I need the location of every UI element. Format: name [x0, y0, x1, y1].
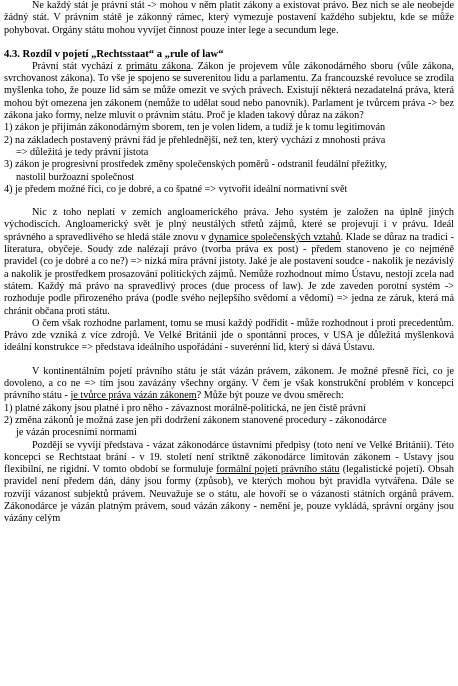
list-item	[4, 135, 454, 160]
list-item-text: 4) je předem možné říci, co je dobré, a co špatné => vytvořit ideální normativní svět	[4, 183, 348, 195]
text-run: . Klade se důraz na tradici - literatura, obyčeje. Soudy zde nalézají právo (tvorba práva ex post) - předem stanoveno je co nejméně pravidel (co je dobré a co ne?) => nízká míra právní jistoty. Jaké je ale postavení soudce - nakolik je nezávislý a nakolik je prostředkem prosazování politických zájmů. Nemůže rozhodnout mimo Ústavu, nestojí zcela nad státem. Každý má právo na spravedlivý proces (due process of law). Je zde zaveden porotní systém -> rozhoduje podle přirozeného práva (podle svého nejlepšího svědomí a vědomí) => jedna ze záruk, která má chránit občana proti státu.	[4, 231, 455, 317]
text-run: Právní stát vychází z	[32, 60, 126, 72]
section-heading: 4.3. Rozdíl v pojetí „Rechtsstaat“ a „rule of law“	[4, 48, 224, 60]
reasons-list	[4, 122, 454, 196]
intro-paragraph: Ne každý stát je právní stát -> mohou v něm platit zákony a existovat právo. Bez nich se ale neobejde žádný stát. V právním státě je zákonný rámec, který vymezuje postavení každého subjektu, kde se může pohybovat. Orgány státu mohou vyvíjet činnost pouze inter lege a secundum lege.	[4, 0, 454, 36]
list-item-text: 1) platné zákony jsou platné i pro něho - závaznost morálně-politická, ne jen čistě právní	[4, 402, 366, 414]
paragraph-formalni-pojeti	[4, 440, 454, 526]
text-run: . Zákon je projevem vůle zákonodárného sboru (vůle zákona, svrchovanost zákona). To vše je spojeno se suverenitou lidu a parlamentu. Za francouzské revoluce se zrodila myšlenka toho, že pouze lid sám se může omezit ve svých právech. Existují některá nezadatelná práva, která mohou být omezena jen zákonem (nemůže to udělat soud nebo panovník). Parlament je tvůrcem práva -> bez zákona jako formy, nelze mluvit o právním státu. Proč je kladen takový důraz na zákon?	[4, 60, 454, 122]
list-item	[4, 159, 454, 184]
underlined-term: primátu zákona	[125, 60, 191, 72]
spacer	[4, 196, 454, 207]
text-run: V kontinentálním pojetí právního státu je stát vázán právem, zákonem. Je možné přesně říci, co je dovoleno, a co ne => tím jsou zavázány všechny orgány. V čem je však konstrukční problém v koncepci právního státu -	[4, 365, 454, 402]
list-item-continuation: => důležitá je tedy právní jistota	[16, 146, 149, 158]
text-run: ? Může být pouze ve dvou směrech:	[196, 390, 344, 402]
text-run: Nic z toho neplatí v zemích angloamerického práva. Jeho systém je založen na úplně jiných východiscích. Angloamerický svět je plný neustálých střetů zájmů, které se projevují i v právu. Ideál správného a spravedlivého se hledá stále znovu v	[4, 207, 454, 243]
text-run: Později se vyvíjí představa - vázat zákonodárce ústavními předpisy (toto není ve Velké Británii). Této koncepci se Rechtstaat brání - v 19. století není striktně zákonodárce limitován zákonem - Ustavy jsou flexibilní, ne rigidní. V tomto období se formuluje	[4, 439, 454, 476]
text-run: (legalistické pojetí). Obsah pravidel není předem dán, dány jsou formy (způsob), ve kterých mohou být pravidla vytvářena. Dále se rozvíjí vázanost subjektů právem. Neuvažuje se o státu, ale hovoří se o vázanosti státních orgánů právem. Zákonodárce je vázán platným právem, soud vázán zákony - nemění je, pouze vykládá, správní orgány jsou vázány celým	[4, 464, 454, 525]
underlined-term: dynamice společenských vztahů	[208, 231, 341, 243]
underlined-term: je tvůrce práva vázán zákonem	[70, 390, 197, 402]
list-item-text: 3) zákon je progresivní prostředek změny společenských poměrů - odstranil feudální přežitky,	[4, 159, 387, 171]
list-item-text: 1) zákon je přijímán zákonodárným sborem, ten je volen lidem, a tudíž je k tomu legitimován	[4, 122, 386, 134]
paragraph-kontinentalni-pojeti	[4, 366, 454, 403]
paragraph-parlament: O čem však rozhodne parlament, tomu se musí každý podřídit - může rozhodnout i proti precedentům. Právo zde vzniká z více zdrojů. Ve Velké Británii jde o spontánní proces, v USA je důležitá myšlenková ideální konstrukce => představa ideálního uspořádání - suverénní lid, který si dává Ústavu.	[4, 317, 454, 354]
document-page	[4, 0, 454, 526]
underlined-term: formální pojetí právního státu	[216, 464, 340, 476]
list-item-continuation: je vázán procesními normami	[16, 427, 137, 439]
paragraph-primat-zakona	[4, 61, 454, 122]
list-item-text: 2) na základech postavený právní řád je přehlednější, než ten, který vychází z mnohosti práva	[4, 134, 386, 146]
list-item	[4, 415, 454, 440]
paragraph-angloamericke-pravo	[4, 207, 454, 318]
spacer	[4, 37, 454, 48]
list-item-continuation: nastolil buržoazní společnost	[16, 171, 135, 183]
spacer	[4, 355, 454, 366]
directions-list	[4, 403, 454, 440]
list-item	[4, 122, 454, 134]
list-item-text: 2) změna zákonů je možná zase jen při dodržení zákonem stanovené procedury - zákonodárce	[4, 414, 387, 426]
list-item	[4, 403, 454, 415]
list-item	[4, 184, 454, 196]
